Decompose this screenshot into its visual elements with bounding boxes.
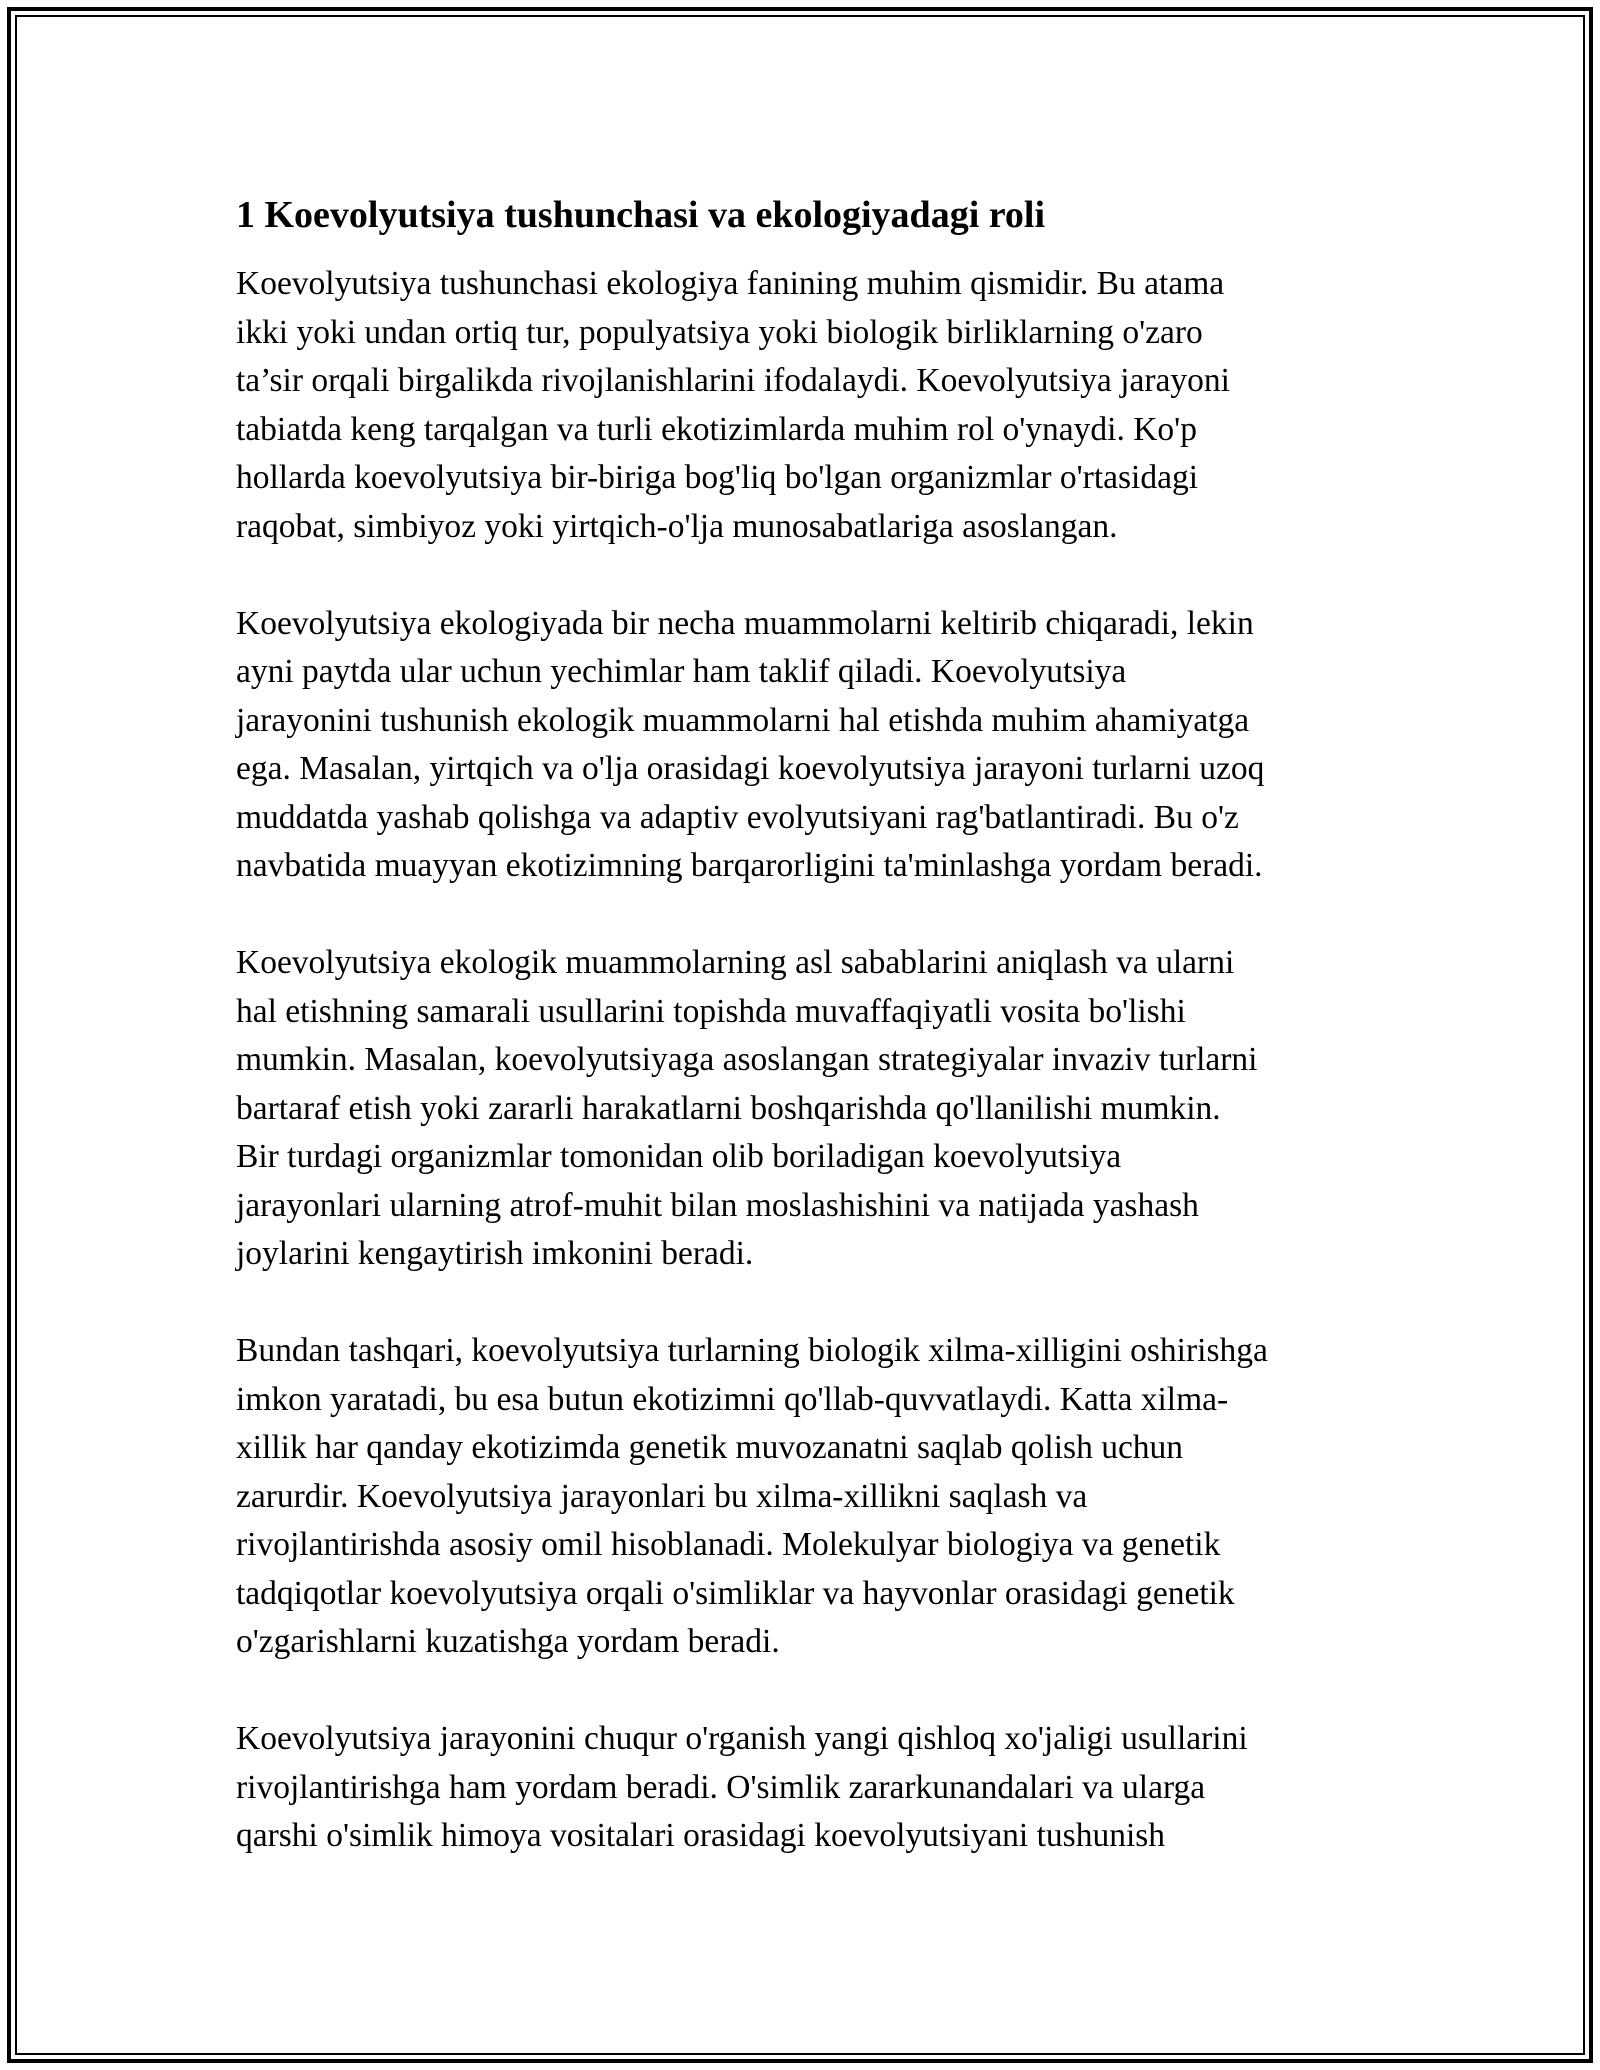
document-body <box>236 190 1386 1861</box>
text-line: qarshi o'simlik himoya vositalari orasidagi koevolyutsiyani tushunish <box>236 1817 1166 1854</box>
text-line: ta’sir orqali birgalikda rivojlanishlarini ifodalaydi. Koevolyutsiya jarayoni <box>236 362 1230 399</box>
paragraph-1 <box>236 260 1386 551</box>
text-line: ikki yoki undan ortiq tur, populyatsiya yoki biologik birliklarning o'zaro <box>236 313 1203 351</box>
text-line: xillik har qanday ekotizimda genetik muvozanatni saqlab qolish uchun <box>236 1429 1184 1466</box>
text-line: rivojlantirishga ham yordam beradi. O'simlik zararkunandalari va ularga <box>236 1768 1206 1806</box>
text-line: Koevolyutsiya jarayonini chuqur o'rganish yangi qishloq xo'jaligi usullarini <box>236 1720 1248 1757</box>
text-line: mumkin. Masalan, koevolyutsiyaga asoslangan strategiyalar invaziv turlarni <box>236 1041 1258 1078</box>
text-line: jarayonini tushunish ekologik muammolarni hal etishda muhim ahamiyatga <box>236 701 1250 739</box>
text-line: Koevolyutsiya ekologiyada bir necha muammolarni keltirib chiqaradi, lekin <box>236 604 1254 642</box>
text-line: raqobat, simbiyoz yoki yirtqich-o'lja munosabatlariga asoslangan. <box>236 507 1118 545</box>
text-line: hal etishning samarali usullarini topishda muvaffaqiyatli vosita bo'lishi <box>236 992 1186 1030</box>
text-line: zarurdir. Koevolyutsiya jarayonlari bu xilma-xillikni saqlash va <box>236 1477 1088 1515</box>
text-line: muddatda yashab qolishga va adaptiv evolyutsiyani rag'batlantiradi. Bu o'z <box>236 798 1239 836</box>
text-line: tabiatda keng tarqalgan va turli ekotizimlarda muhim rol o'ynaydi. Ko'p <box>236 410 1197 448</box>
paragraph-3 <box>236 939 1386 1279</box>
text-line: joylarini kengaytirish imkonini beradi. <box>236 1235 754 1272</box>
text-line: Bir turdagi organizmlar tomonidan olib boriladigan koevolyutsiya <box>236 1138 1122 1175</box>
text-line: ayni paytda ular uchun yechimlar ham taklif qiladi. Koevolyutsiya <box>236 653 1127 690</box>
section-heading: 1 Koevolyutsiya tushunchasi va ekologiyadagi roli <box>236 194 1046 236</box>
text-line: o'zgarishlarni kuzatishga yordam beradi. <box>236 1623 780 1660</box>
text-line: hollarda koevolyutsiya bir-biriga bog'liq bo'lgan organizmlar o'rtasidagi <box>236 459 1199 496</box>
paragraph-4 <box>236 1327 1386 1667</box>
text-line: ega. Masalan, yirtqich va o'lja orasidagi koevolyutsiya jarayoni turlarni uzoq <box>236 750 1265 787</box>
text-line: tadqiqotlar koevolyutsiya orqali o'simliklar va hayvonlar orasidagi genetik <box>236 1574 1235 1612</box>
text-line: navbatida muayyan ekotizimning barqarorligini ta'minlashga yordam beradi. <box>236 847 1263 884</box>
text-line: Koevolyutsiya tushunchasi ekologiya fanining muhim qismidir. Bu atama <box>236 265 1225 302</box>
paragraph-5 <box>236 1715 1386 1861</box>
text-line: jarayonlari ularning atrof-muhit bilan moslashishini va natijada yashash <box>236 1186 1199 1224</box>
paragraph-2 <box>236 600 1386 891</box>
text-line: bartaraf etish yoki zararli harakatlarni boshqarishda qo'llanilishi mumkin. <box>236 1089 1221 1127</box>
text-line: Bundan tashqari, koevolyutsiya turlarning biologik xilma-xilligini oshirishga <box>236 1332 1268 1369</box>
text-line: rivojlantirishda asosiy omil hisoblanadi. Molekulyar biologiya va genetik <box>236 1526 1221 1563</box>
text-line: imkon yaratadi, bu esa butun ekotizimni qo'llab-quvvatlaydi. Katta xilma- <box>236 1380 1229 1418</box>
text-line: Koevolyutsiya ekologik muammolarning asl sabablarini aniqlash va ularni <box>236 944 1235 981</box>
